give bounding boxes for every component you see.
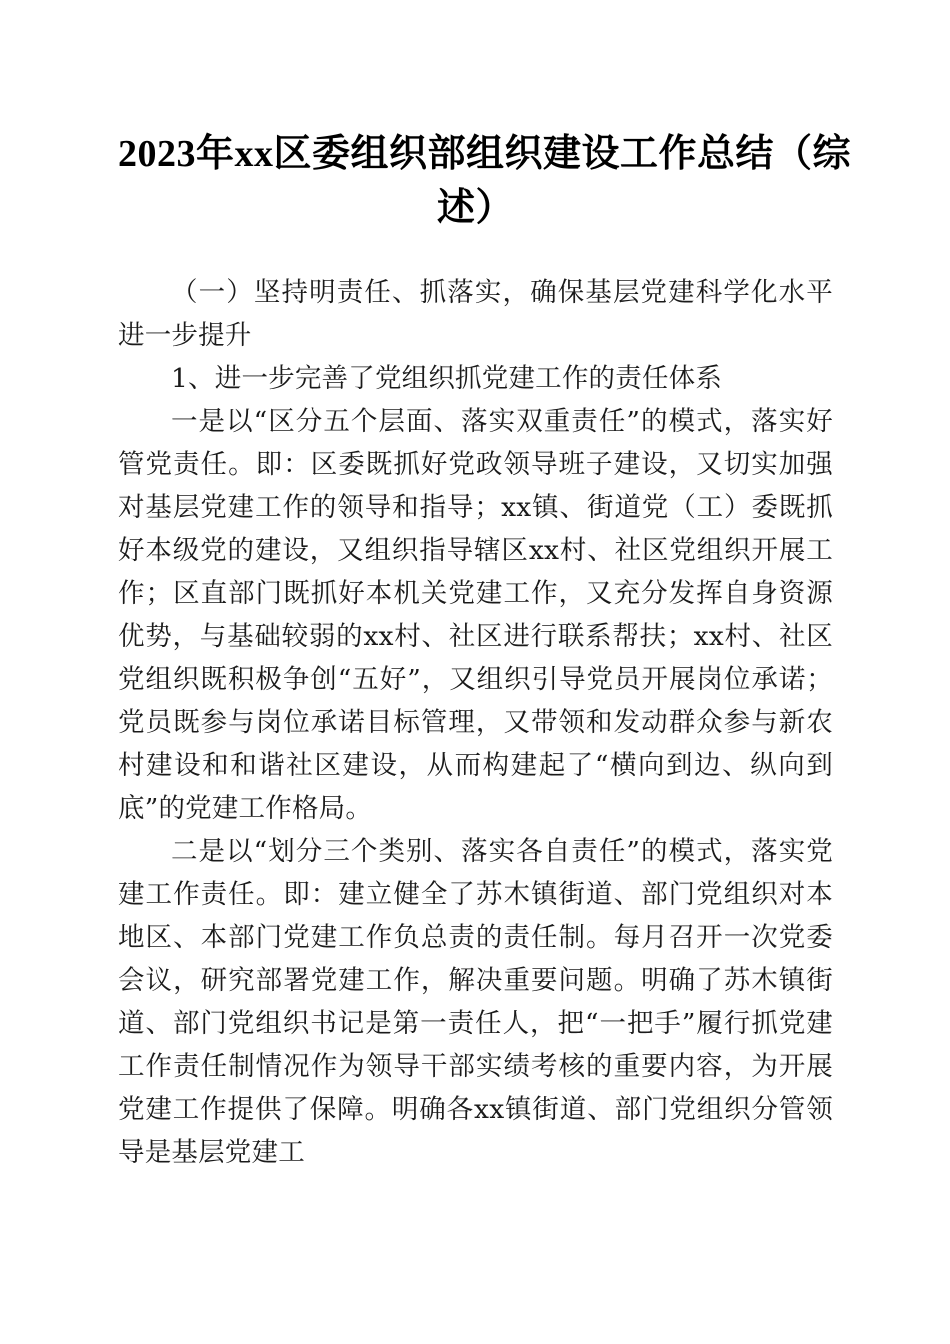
paragraph-point-two: 二是以“划分三个类别、落实各自责任”的模式，落实党建工作责任。即：建立健全了苏木镇街道、部门党组织对本地区、本部门党建工作负总责的责任制。每月召开一次党委会议，研究部署党建工作，解决重要问题。明确了苏木镇街道、部门党组织书记是第一责任人，把“一把手”履行抓党建工作责任制情况作为领导干部实绩考核的重要内容，为开展党建工作提供了保障。明确各xx镇街道、部门党组织分管领导是基层党建工 — [118, 836, 833, 1168]
numbered-item-1: 1、进一步完善了党组织抓党建工作的责任体系 — [171, 363, 723, 394]
paragraph-point-one: 一是以“区分五个层面、落实双重责任”的模式，落实好管党责任。即：区委既抓好党政领导班子建设，又切实加强对基层党建工作的领导和指导；xx镇、街道党（工）委既抓好本级党的建设，又组织指导辖区xx村、社区党组织开展工作；区直部门既抓好本机关党建工作，又充分发挥自身资源优势，与基础较弱的xx村、社区进行联系帮扶；xx村、社区党组织既积极争创“五好”，又组织引导党员开展岗位承诺；党员既参与岗位承诺目标管理，又带领和发动群众参与新农村建设和和谐社区建设，从而构建起了“横向到边、纵向到底”的党建工作格局。 — [118, 406, 833, 824]
page-title-line-1: 2023年xx区委组织部组织建设工作总结（综 — [118, 133, 852, 175]
page-title — [118, 0, 852, 235]
section-heading-1: （一）坚持明责任、抓落实，确保基层党建科学化水平进一步提升 — [118, 277, 833, 351]
page-title-line-2: 述） — [436, 187, 514, 229]
page-content-column — [118, 0, 852, 1174]
document-body — [118, 271, 833, 1174]
